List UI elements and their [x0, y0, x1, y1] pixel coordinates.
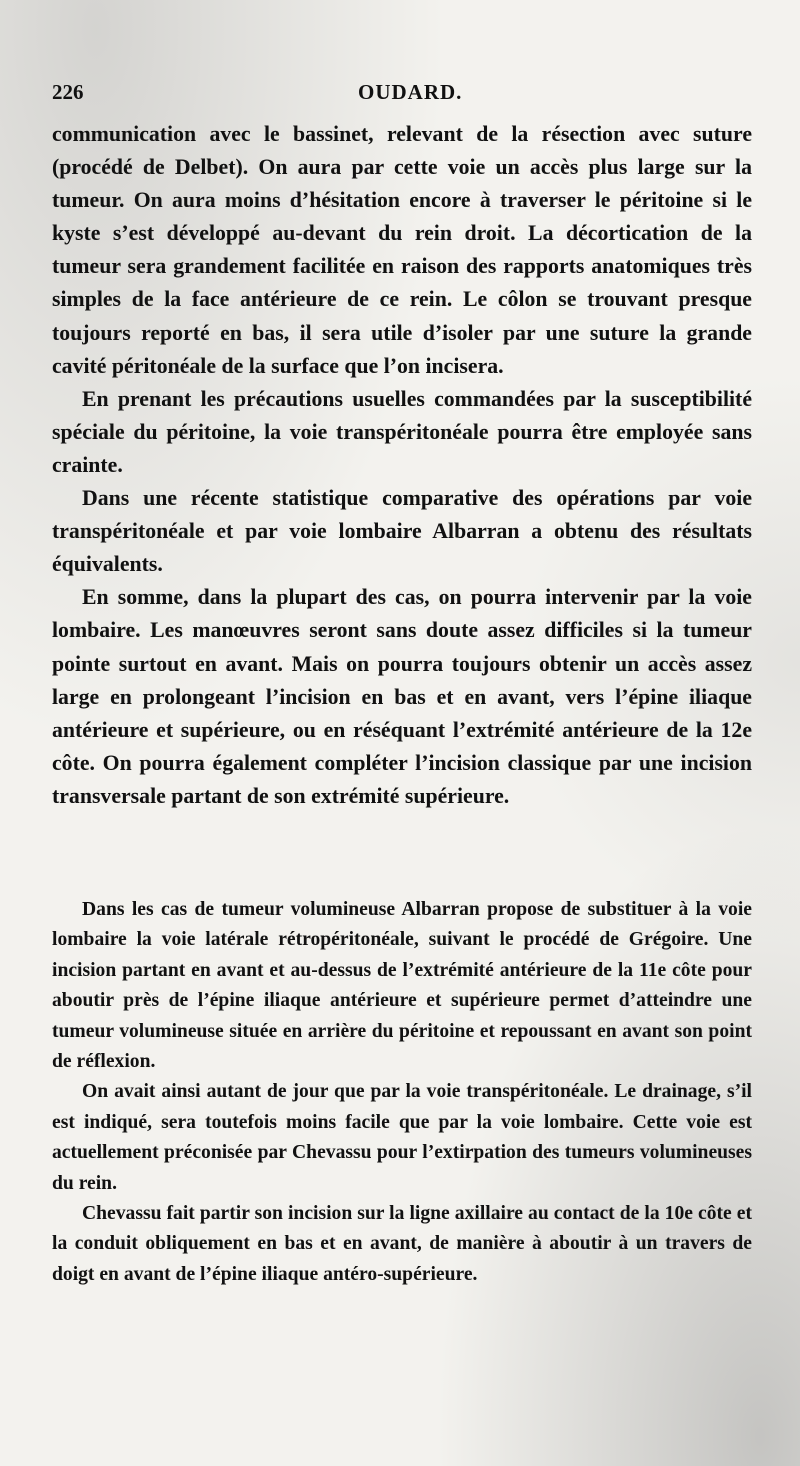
small-paragraph: Chevassu fait partir son incision sur la ligne axillaire au contact de la 10e côte et la conduit obliquement en bas et en avant, de manière à aboutir à un travers de doigt en avant de l’épine iliaque antéro-supérieure.: [52, 1203, 752, 1285]
paragraph: Dans une récente statistique comparative des opérations par voie transpéritonéale et par voie lombaire Albarran a obtenu des résultats équivalents.: [52, 486, 752, 577]
page-header: [52, 80, 752, 110]
main-text: [52, 118, 752, 813]
running-head: OUDARD.: [358, 80, 463, 104]
small-paragraph: On avait ainsi autant de jour que par la voie transpéritonéale. Le drainage, s’il est indiqué, sera toutefois moins facile que par la voie lombaire. Cette voie est actuellement préconisée par Chevassu pour l’extirpation des tumeurs volumineuses du rein.: [52, 1081, 752, 1194]
paragraph: communication avec le bassinet, relevant de la résection avec suture (procédé de Delbet). On aura par cette voie un accès plus large sur la tumeur. On aura moins d’hésitation encore à traverser le péritoine si le kyste s’est développé au-devant du rein droit. La décortication de la tumeur sera grandement facilitée en raison des rapports anatomiques très simples de la face antérieure de ce rein. Le côlon se trouvant presque toujours reporté en bas, il sera utile d’isoler par une suture la grande cavité péritonéale de la surface que l’on incisera.: [52, 122, 752, 378]
paragraph: En somme, dans la plupart des cas, on pourra intervenir par la voie lombaire. Les manœuvres seront sans doute assez difficiles si la tumeur pointe surtout en avant. Mais on pourra toujours obtenir un accès assez large en prolongeant l’incision en bas et en avant, vers l’épine iliaque antérieure et supérieure, ou en réséquant l’extrémité antérieure de la 12e côte. On pourra également compléter l’incision classique par une incision transversale partant de son extrémité supérieure.: [52, 585, 752, 808]
paragraph: En prenant les précautions usuelles commandées par la susceptibilité spéciale du péritoine, la voie transpéritonéale pourra être employée sans crainte.: [52, 386, 752, 477]
page-number: 226: [52, 80, 84, 104]
small-print-text: [52, 895, 752, 1290]
small-paragraph: Dans les cas de tumeur volumineuse Albarran propose de substituer à la voie lombaire la voie latérale rétropéritonéale, suivant le procédé de Grégoire. Une incision partant en avant et au-dessus de l’extrémité antérieure de la 11e côte pour aboutir près de l’épine iliaque antérieure et supérieure permet d’atteindre une tumeur volumineuse située en arrière du péritoine et repoussant en avant son point de réflexion.: [52, 899, 752, 1073]
